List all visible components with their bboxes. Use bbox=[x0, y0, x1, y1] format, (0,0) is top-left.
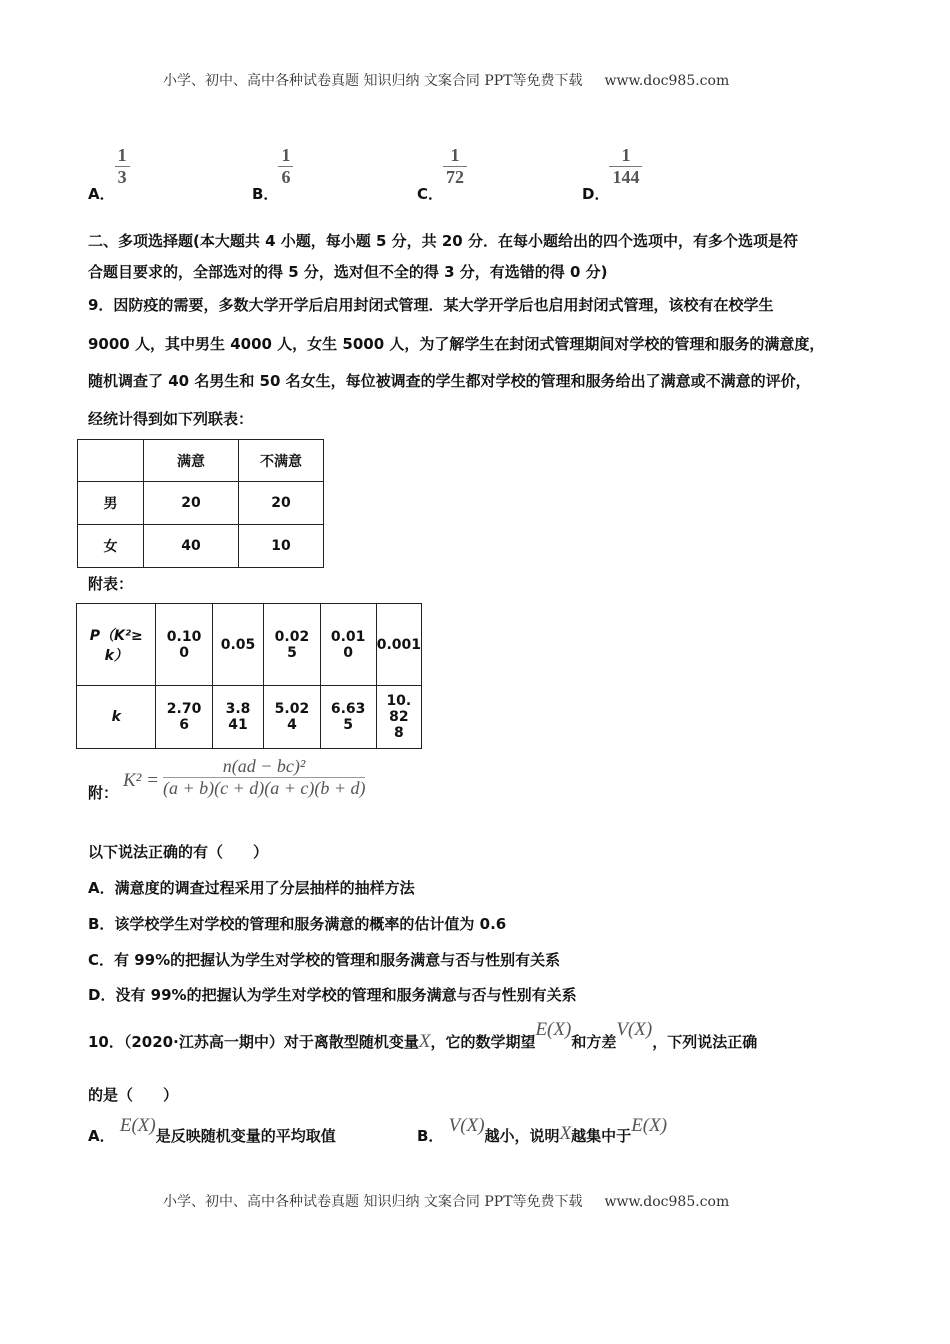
q10-stem: 10．（2020·江苏高一期中）对于离散型随机变量X，它的数学期望E(X)和方差V(X)，下列说法正确 bbox=[88, 1019, 758, 1052]
page-header bbox=[163, 70, 729, 90]
q9-text: 随机调查了 40 名男生和 50 名女生，每位被调查的学生都对学校的管理和服务给出了满意或不满意的评价， bbox=[88, 372, 811, 390]
contingency-table bbox=[77, 439, 324, 568]
q8-option-c: C． $\frac{1}{72}$ bbox=[417, 145, 467, 188]
critical-value-table bbox=[76, 603, 422, 749]
table-row: P（K²≥k） 0.100 0.05 0.025 0.010 0.001 bbox=[77, 604, 422, 686]
q9-option-b: B．该学校学生对学校的管理和服务满意的概率的估计值为 0.6 bbox=[88, 915, 507, 933]
section-heading: 二、多项选择题(本大题共 4 小题，每小题 5 分，共 20 分．在每小题给出的四个选项中，有多个选项是符 bbox=[88, 232, 798, 250]
q9-prompt: 以下说法正确的有（ ） bbox=[88, 843, 269, 861]
q8-option-a: A． $\frac{1}{3}$ bbox=[88, 145, 130, 188]
formula-lhs: K² = bbox=[123, 770, 159, 791]
table-row: 男 20 20 bbox=[78, 482, 324, 525]
chi-square-formula: n(ad − bc)² (a + b)(c + d)(a + c)(b + d) bbox=[163, 756, 366, 798]
q9-option-c: C．有 99%的把握认为学生对学校的管理和服务满意与否与性别有关系 bbox=[88, 951, 561, 969]
q8-option-b: B． $\frac{1}{6}$ bbox=[252, 145, 293, 188]
q10-stem-2: 的是（ ） bbox=[88, 1086, 179, 1104]
page-footer bbox=[163, 1191, 729, 1211]
q9-text: 9．因防疫的需要，多数大学开学后启用封闭式管理．某大学开学后也启用封闭式管理，该校有在校学生 bbox=[88, 296, 774, 314]
formula-label: 附： bbox=[88, 784, 119, 802]
footer-text: 小学、初中、高中各种试卷真题 知识归纳 文案合同 PPT等免费下载 bbox=[163, 1194, 583, 1210]
q10-option-a: A． E(X)是反映随机变量的平均取值 bbox=[88, 1115, 336, 1145]
q9-text: 9000 人，其中男生 4000 人，女生 5000 人，为了解学生在封闭式管理期间对学校的管理和服务的满意度， bbox=[88, 335, 825, 353]
q9-text: 经统计得到如下列联表： bbox=[88, 410, 254, 428]
header-cell: 满意 bbox=[144, 440, 239, 482]
header-text: 小学、初中、高中各种试卷真题 知识归纳 文案合同 PPT等免费下载 bbox=[163, 73, 583, 89]
q9-option-a: A．满意度的调查过程采用了分层抽样的抽样方法 bbox=[88, 879, 415, 897]
appendix-label: 附表： bbox=[88, 575, 134, 593]
q10-option-b: B． V(X)越小，说明X越集中于E(X) bbox=[417, 1115, 668, 1145]
table-row: 女 40 10 bbox=[78, 525, 324, 568]
header-url: www.doc985.com bbox=[604, 73, 730, 89]
footer-url: www.doc985.com bbox=[604, 1194, 730, 1210]
q8-option-d: D． $\frac{1}{144}$ bbox=[582, 145, 642, 188]
q9-option-d: D．没有 99%的把握认为学生对学校的管理和服务满意与否与性别有关系 bbox=[88, 986, 577, 1004]
section-heading-2: 合题目要求的，全部选对的得 5 分，选对但不全的得 3 分，有选错的得 0 分) bbox=[88, 263, 608, 281]
table-row: k 2.706 3.841 5.024 6.635 10.828 bbox=[77, 686, 422, 749]
header-cell: 不满意 bbox=[239, 440, 324, 482]
